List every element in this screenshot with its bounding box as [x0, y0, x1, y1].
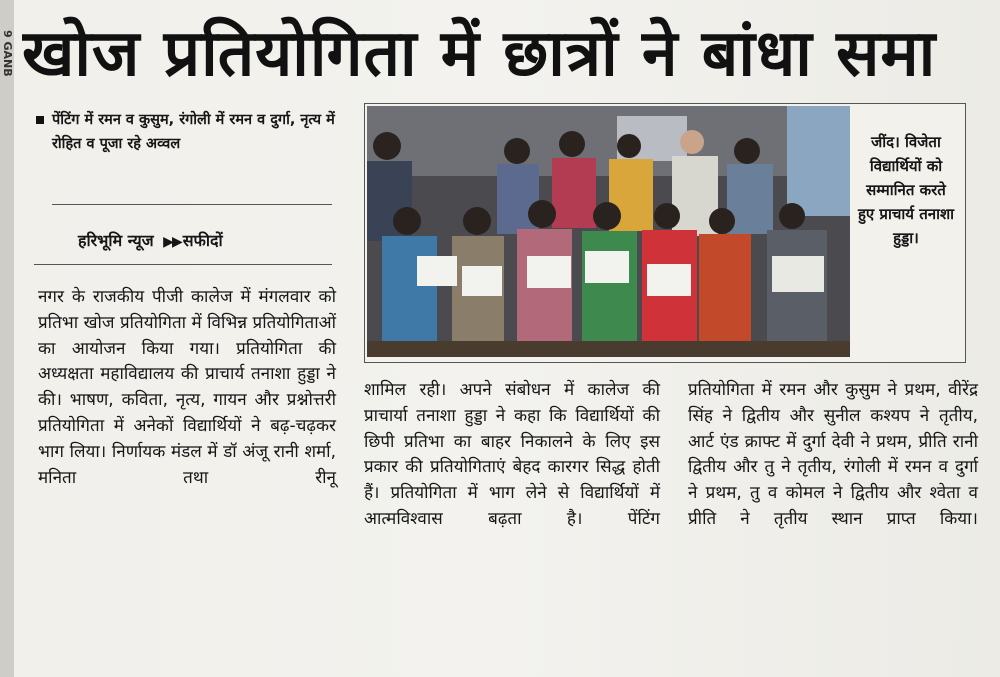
divider-bottom: [34, 264, 332, 265]
highlights-text: पेंटिंग में रमन व कुसुम, रंगोली में रमन व दुर्गा, नृत्य में रोहित व पूजा रहे अव्वल: [52, 112, 335, 152]
page-edge-strip: [0, 0, 14, 677]
article-column-1: नगर के राजकीय पीजी कालेज में मंगलवार को प्रतिभा खोज प्रतियोगिता में विभिन्न प्रतियोगिताओं का आयोजन किया गया। प्रतियोगिता की अध्यक्षता महाविद्यालय की प्राचार्य तनाशा हुड्डा ने की। भाषण, कविता, नृत्य, गायन और प्रश्नोत्तरी प्रतियोगिता में अनेकों विद्यार्थियों ने बढ़-चढ़कर भाग लिया। निर्णायक मंडल में डॉ अंजू रानी शर्मा, मनिता तथा रीनू: [38, 287, 336, 488]
article-column-2: शामिल रही। अपने संबोधन में कालेज की प्राचार्या तनाशा हुड्डा ने कहा कि विद्यार्थियों की छिपी प्रतिभा का बाहर निकालने के लिए इस प्रकार की प्रतियोगिताएं बेहद कारगर सिद्ध होती हैं। प्रतियोगिता में भाग लेने से विद्यार्थियों में आत्मविश्वास बढ़ता है। पेंटिंग: [364, 380, 660, 529]
fast-forward-icon: ▶▶: [163, 234, 181, 250]
edge-label: 9 GANB: [1, 30, 14, 77]
divider-top: [52, 204, 332, 205]
byline-source: हरिभूमि न्यूज: [78, 231, 154, 250]
byline-location: सफीदों: [182, 231, 223, 250]
photo-scene-graphic: [367, 106, 850, 357]
photo-caption: जींद। विजेता विद्यार्थियों को सम्मानित करते हुए प्राचार्य तनाशा हुड्डा।: [857, 133, 955, 247]
bullet-square-icon: [36, 116, 44, 124]
highlights-block: [52, 108, 342, 156]
news-photo: [367, 106, 850, 357]
byline: [78, 228, 338, 255]
headline: खोज प्रतियोगिता में छात्रों ने बांधा समा: [22, 17, 937, 91]
article-column-3: प्रतियोगिता में रमन और कुसुम ने प्रथम, वीरेंद्र सिंह ने द्वितीय और सुनील कश्यप ने तृतीय, आर्ट एंड क्राफ्ट में दुर्गा देवी ने प्रथम, प्रीति रानी द्वितीय और तु ने तृतीय, रंगोली में रमन व दुर्गा ने प्रथम, तु व कोमल ने द्वितीय और श्वेता व प्रीति ने तृतीय स्थान प्राप्त किया।: [688, 380, 978, 529]
